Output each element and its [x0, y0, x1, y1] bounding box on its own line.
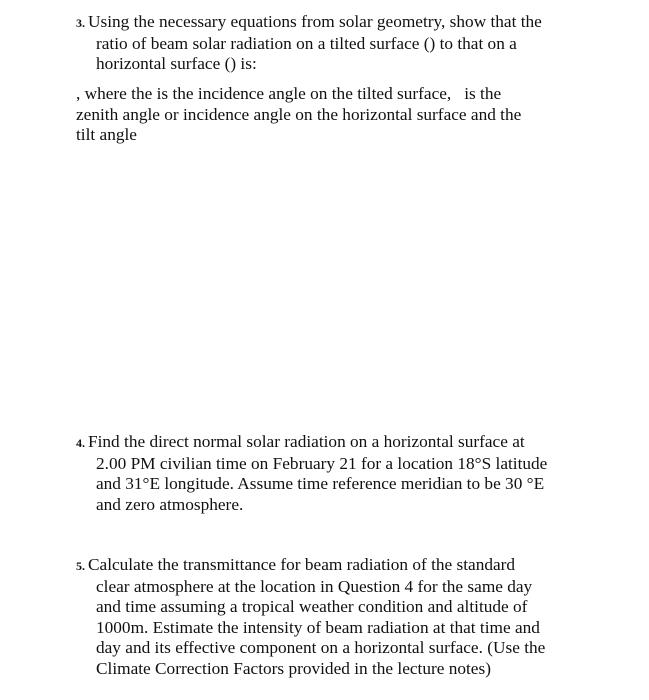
question-3-line-3: horizontal surface () is: [96, 54, 257, 74]
question-5-line-4: 1000m. Estimate the intensity of beam radiation at that time and [96, 617, 540, 637]
question-4-number: 4. [76, 436, 85, 450]
question-5-line-2: clear atmosphere at the location in Question 4 for the same day [96, 576, 533, 596]
question-4-line-3: and 31°E longitude. Assume time reference meridian to be 30 °E [96, 474, 545, 494]
question-3-line-1 [76, 12, 576, 34]
question-5-line-5: day and its effective component on a horizontal surface. (Use the [96, 638, 546, 658]
question-3-line-1-text: Using the necessary equations from solar geometry, show that the [88, 12, 542, 31]
question-3 [76, 12, 576, 75]
question-3-number: 3. [76, 16, 85, 30]
question-4-line-1 [76, 432, 576, 454]
question-4-line-4: and zero atmosphere. [96, 494, 244, 514]
question-4-line-2: 2.00 PM civilian time on February 21 for a location 18°S latitude [96, 453, 548, 473]
question-5-number: 5. [76, 559, 85, 573]
question-4 [76, 432, 576, 515]
question-5-line-3: and time assuming a tropical weather condition and altitude of [96, 597, 528, 617]
question-5 [76, 555, 576, 680]
question-5-line-6: Climate Correction Factors provided in the lecture notes) [96, 658, 491, 678]
question-3-line-2: ratio of beam solar radiation on a tilted surface () to that on a [96, 33, 517, 53]
question-3-continuation [76, 84, 576, 146]
question-4-line-1-text: Find the direct normal solar radiation on a horizontal surface at [88, 432, 525, 451]
question-3-continuation-line-1: , where the is the incidence angle on the tilted surface, is the [76, 84, 502, 103]
question-3-continuation-line-3: tilt angle [76, 125, 137, 145]
question-5-line-1 [76, 555, 576, 577]
question-3-continuation-line-2: zenith angle or incidence angle on the horizontal surface and the [76, 104, 522, 124]
question-5-line-1-text: Calculate the transmittance for beam radiation of the standard [88, 555, 516, 574]
